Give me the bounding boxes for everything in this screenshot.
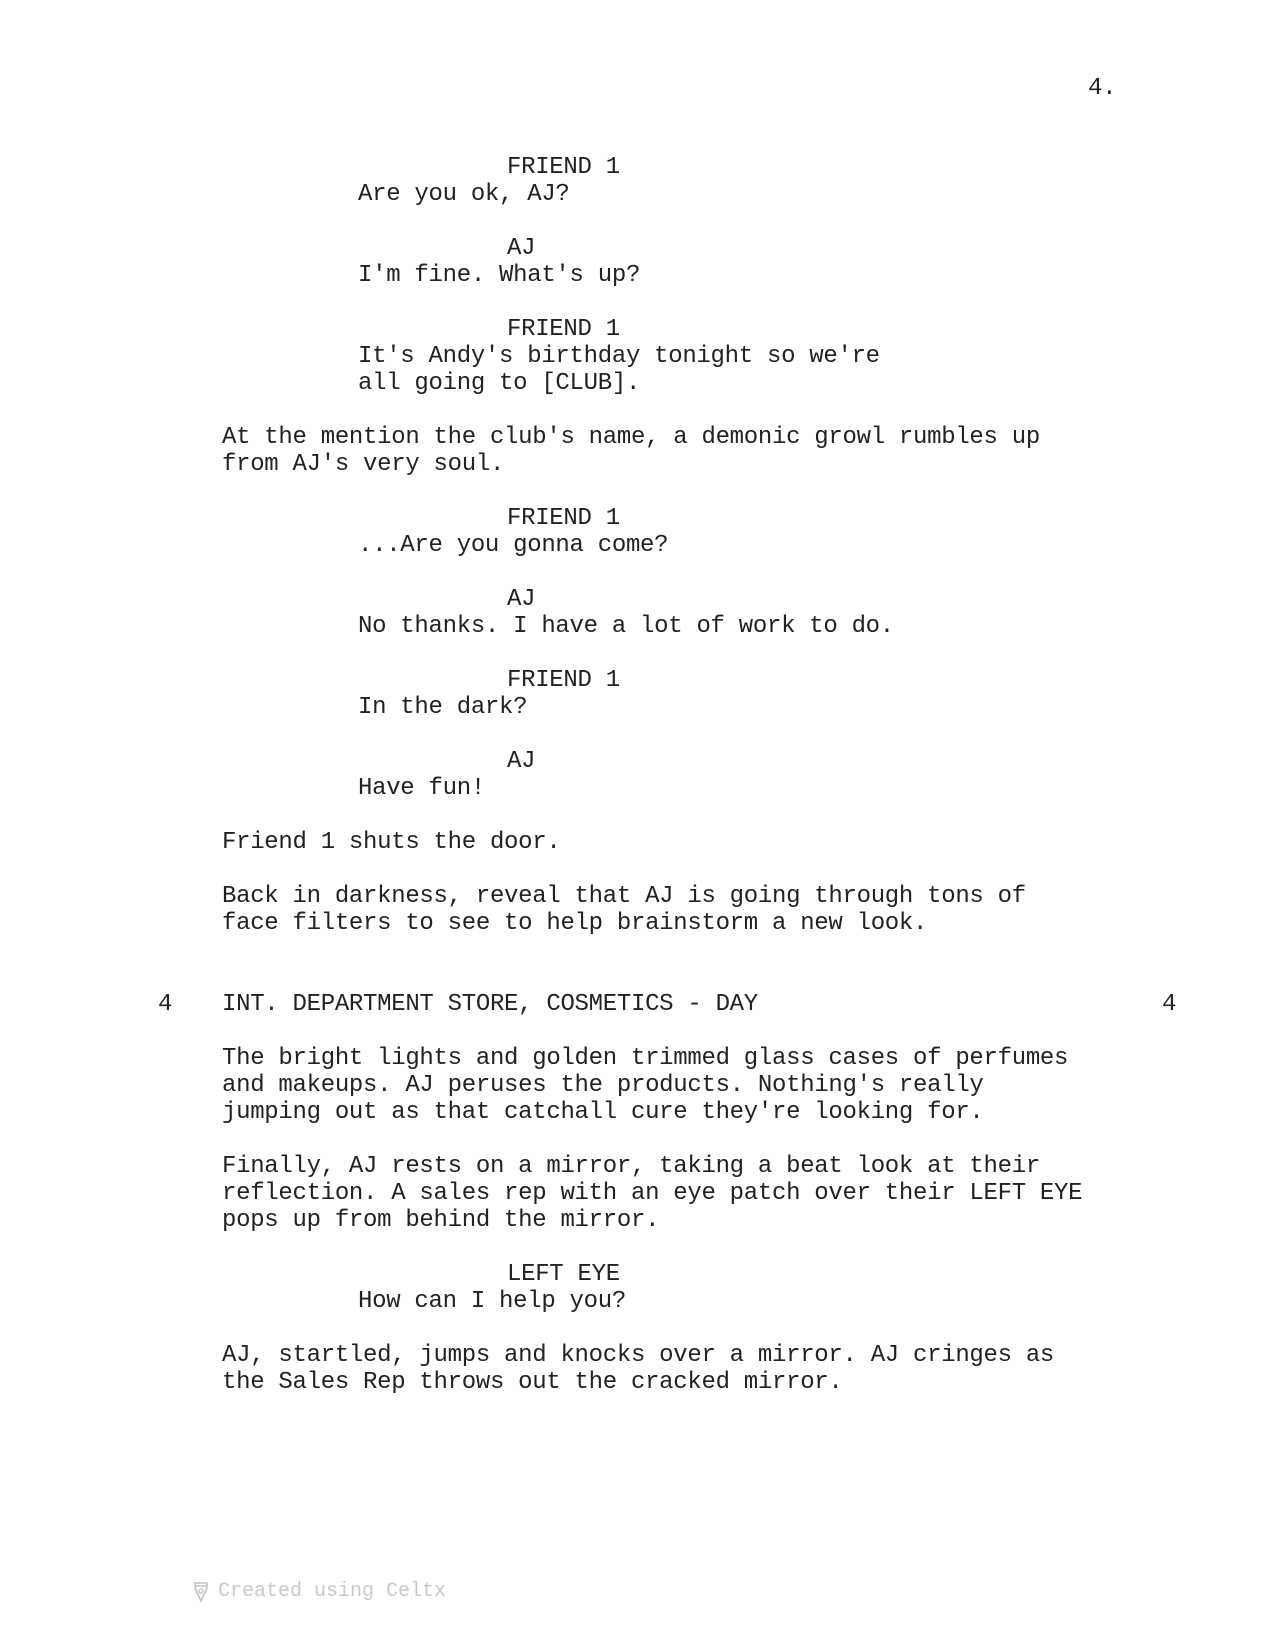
footer-text: Created using Celtx [218, 1580, 447, 1603]
action-line: pops up from behind the mirror. [222, 1207, 660, 1234]
dialogue-line: No thanks. I have a lot of work to do. [358, 613, 894, 640]
character-name: FRIEND 1 [507, 316, 620, 343]
action-line: The bright lights and golden trimmed glass cases of perfumes [222, 1045, 1069, 1072]
footer-watermark [192, 1580, 446, 1604]
character-name: LEFT EYE [507, 1261, 620, 1288]
character-name: FRIEND 1 [507, 667, 620, 694]
action-line: reflection. A sales rep with an eye patch over their LEFT EYE [222, 1180, 1083, 1207]
action-line: Back in darkness, reveal that AJ is going through tons of [222, 883, 1026, 910]
action-line: face filters to see to help brainstorm a new look. [222, 910, 928, 937]
scene-heading: INT. DEPARTMENT STORE, COSMETICS - DAY [222, 991, 758, 1018]
character-name: FRIEND 1 [507, 505, 620, 532]
action-line: AJ, startled, jumps and knocks over a mirror. AJ cringes as [222, 1342, 1055, 1369]
dialogue-line: Are you ok, AJ? [358, 181, 570, 208]
action-line: the Sales Rep throws out the cracked mirror. [222, 1369, 843, 1396]
dialogue-line: In the dark? [358, 694, 528, 721]
dialogue-line: ...Are you gonna come? [358, 532, 669, 559]
character-name: AJ [507, 586, 536, 613]
scene-number-left: 4 [158, 991, 173, 1018]
action-line: jumping out as that catchall cure they're looking for. [222, 1099, 984, 1126]
action-line: and makeups. AJ peruses the products. Nothing's really [222, 1072, 984, 1099]
dialogue-line: How can I help you? [358, 1288, 626, 1315]
action-line: from AJ's very soul. [222, 451, 505, 478]
character-name: AJ [507, 235, 536, 262]
character-name: AJ [507, 748, 536, 775]
action-line: At the mention the club's name, a demonic growl rumbles up [222, 424, 1040, 451]
dialogue-line: all going to [CLUB]. [358, 370, 641, 397]
dialogue-line: It's Andy's birthday tonight so we're [358, 343, 880, 370]
action-line: Finally, AJ rests on a mirror, taking a beat look at their [222, 1153, 1040, 1180]
page-number: 4. [1088, 75, 1117, 102]
action-line: Friend 1 shuts the door. [222, 829, 561, 856]
celtx-pen-nib-icon [192, 1580, 210, 1604]
scene-number-right: 4 [1162, 991, 1177, 1018]
character-name: FRIEND 1 [507, 154, 620, 181]
dialogue-line: I'm fine. What's up? [358, 262, 641, 289]
dialogue-line: Have fun! [358, 775, 485, 802]
